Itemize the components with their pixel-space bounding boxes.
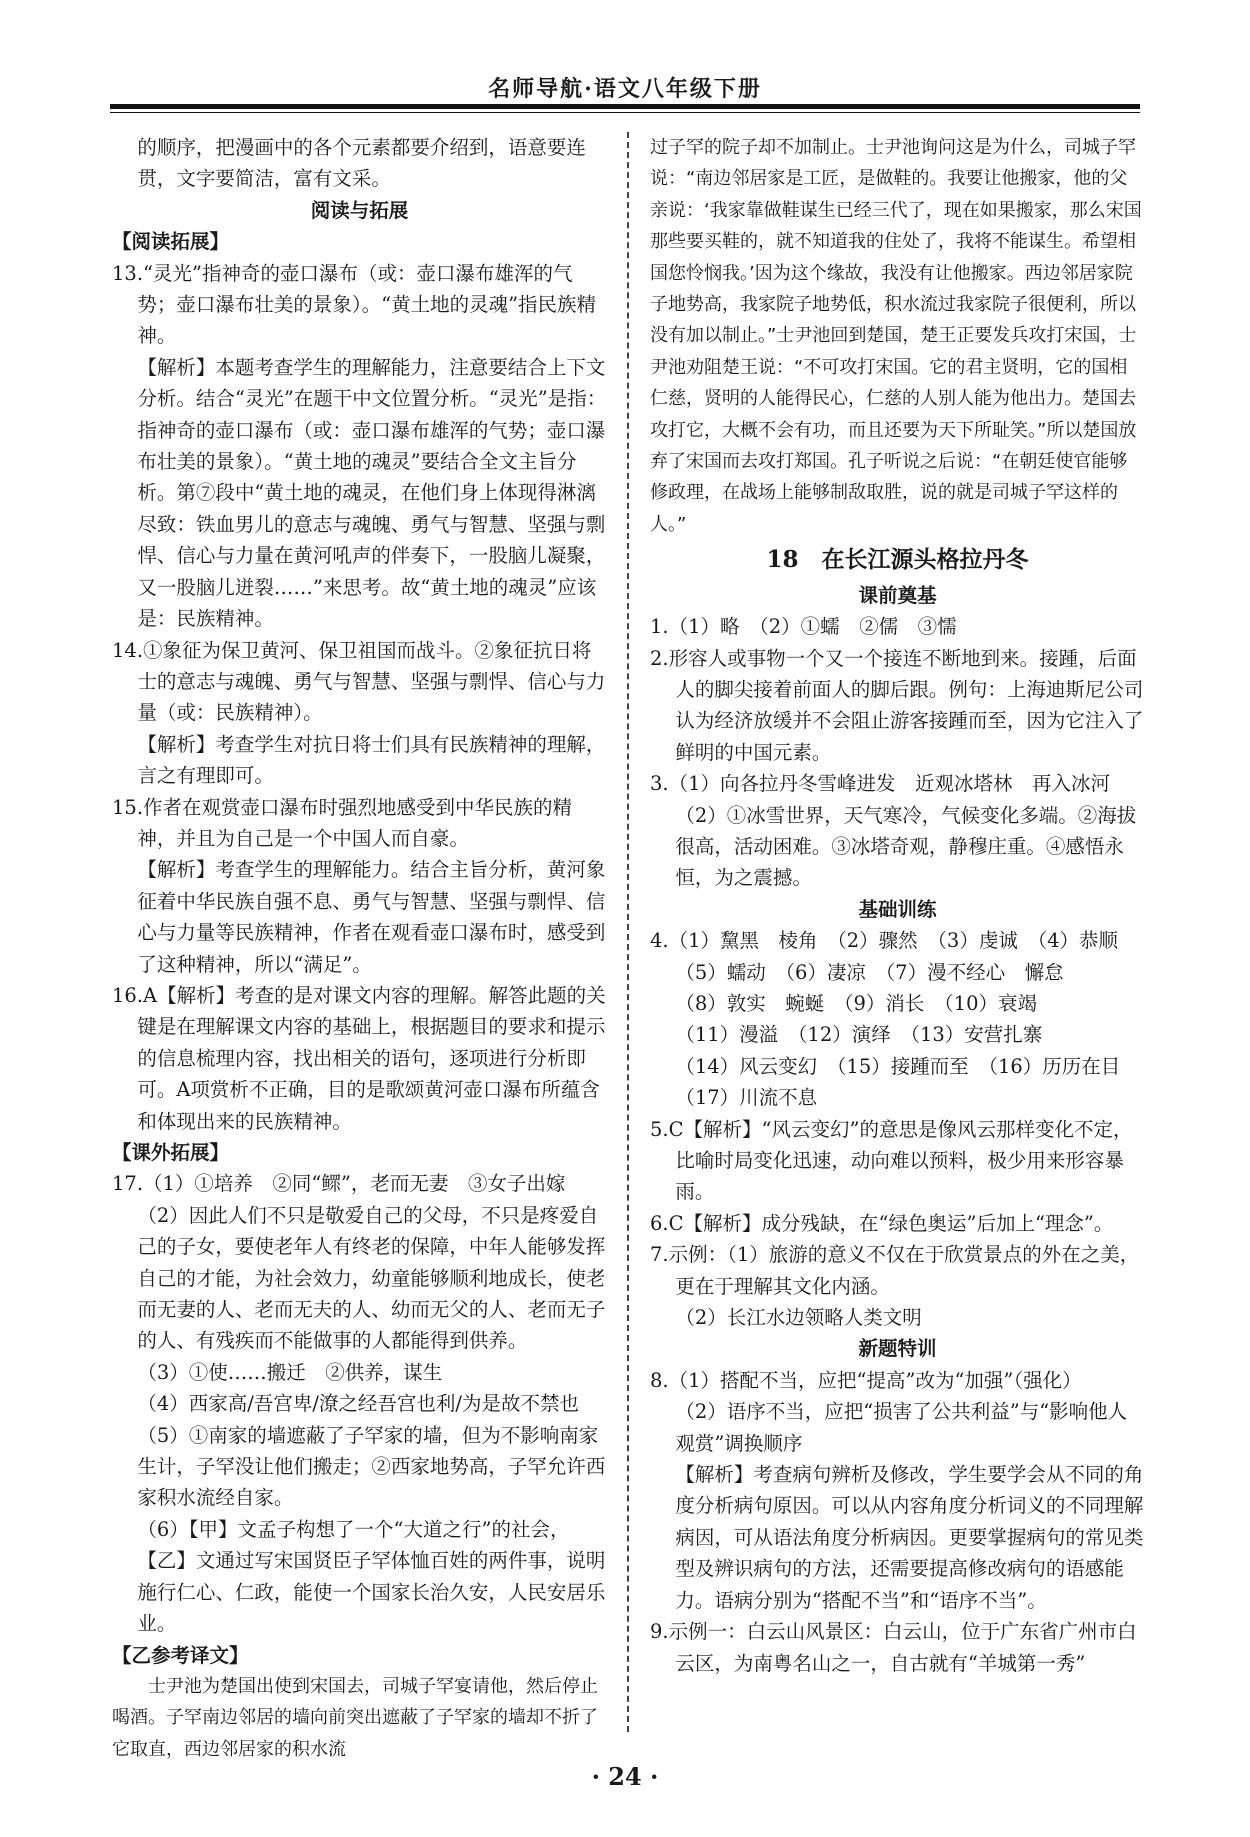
right-paragraph: （11）漫溢 （12）演绎 （13）安营扎寨	[675, 1023, 1043, 1047]
left-paragraph: 的顺序，把漫画中的各个元素都要介绍到，语意要连贯，文字要简洁，富有文采。	[137, 136, 586, 191]
left-paragraph: （3）①使……搬迁 ②供养，谋生	[137, 1360, 443, 1384]
left-paragraph: （4）西家高/吾宫卑/潦之经吾宫也利/为是故不禁也	[137, 1392, 579, 1416]
column-divider	[627, 132, 629, 1732]
right-column	[650, 132, 1145, 1679]
page-number: · 24 ·	[591, 1762, 659, 1791]
running-header: 名师导航·语文八年级下册	[488, 76, 762, 102]
right-paragraph: （8）敦实 蜿蜒 （9）消长 （10）衰竭	[675, 991, 1037, 1015]
left-paragraph: 【阅读拓展】	[112, 230, 230, 254]
left-paragraph: 【解析】考查学生对抗日将士们具有民族精神的理解，言之有理即可。	[137, 732, 606, 788]
left-paragraph: 【解析】考查学生的理解能力。结合主旨分析，黄河象征着中华民族自强不息、勇气与智慧、坚强与剽悍、信心与力量等民族精神，作者在观看壶口瀑布时，感受到了这种精神，所以“满足”。	[137, 858, 606, 976]
header-rule-thin	[110, 112, 1140, 113]
right-paragraph: 课前奠基	[858, 583, 937, 607]
right-paragraph: 基础训练	[858, 897, 937, 921]
right-paragraph: （5）蠕动 （6）凄凉 （7）漫不经心 懈怠	[675, 960, 1064, 984]
right-paragraph: 5.C【解析】“风云变幻”的意思是像风云那样变化不定，比喻时局变化迅速，动向难以预料，极少用来形容暴雨。	[650, 1117, 1133, 1204]
right-paragraph: 8.（1）搭配不当，应把“提高”改为“加强”（强化）	[650, 1368, 1082, 1392]
right-paragraph: 过子罕的院子却不加制止。士尹池询问这是为什么，司城子罕说：“南边邻居家是工匠，是做鞋的。我要让他搬家，他的父亲说：‘我家靠做鞋谋生已经三代了，现在如果搬家，那么宋国那些要买鞋的，就不知道我的住处了，我将不能谋生。希望相国您怜悯我。’因为这个缘故，我没有让他搬家。西边邻居家院子地势高，我家院子地势低，积水流过我家院子很便利，所以没有加以制止。”士尹池回到楚国，楚王正要发兵攻打宋国，士尹池劝阻楚王说：“不可攻打宋国。它的君主贤明，它的国相仁慈，贤明的人能得民心，仁慈的人别人能为他出力。楚国去攻打它，大概不会有功，而且还要为天下所耻笑。”所以楚国放弃了宋国而去攻打郑国。孔子听说之后说：“在朝廷使官能够修政理，在战场上能够制敌取胜，说的就是司城子罕这样的人。”	[650, 137, 1142, 535]
right-paragraph: 9.示例一：白云山风景区：白云山，位于广东省广州市白云区，为南粤名山之一，自古就有“羊城第一秀”	[650, 1620, 1137, 1675]
right-paragraph: 18 在长江源头格拉丹冬	[766, 546, 1029, 574]
right-paragraph: 3.（1）向各拉丹冬雪峰进发 近观冰塔林 再入冰河	[650, 772, 1111, 796]
right-paragraph: 2.形容人或事物一个又一个接连不断地到来。接踵，后面人的脚尖接着前面人的脚后跟。例句：上海迪斯尼公司认为经济放缓并不会阻止游客接踵而至，因为它注入了鲜明的中国元素。	[650, 646, 1144, 764]
right-paragraph: （2）长江水边领略人类文明	[675, 1306, 922, 1330]
header-rule-thick	[110, 104, 1140, 109]
left-paragraph: 14.①象征为保卫黄河、保卫祖国而战斗。②象征抗日将士的意志与魂魄、勇气与智慧、坚强与剽悍、信心与力量（或：民族精神）。	[112, 638, 606, 725]
left-paragraph: （5）①南家的墙遮蔽了子罕家的墙，但为不影响南家生计，子罕没让他们搬走；②西家地势高，子罕允许西家积水流经自家。	[137, 1423, 606, 1510]
left-paragraph: 16.A【解析】考查的是对课文内容的理解。解答此题的关键是在理解课文内容的基础上，根据题目的要求和提示的信息梳理内容，找出相关的语句，逐项进行分析即可。A项赏析不正确，目的是歌颂黄河壶口瀑布所蕴含和体现出来的民族精神。	[112, 983, 606, 1133]
right-paragraph: （17）川流不息	[675, 1086, 818, 1110]
left-paragraph: 13.“灵光”指神奇的壶口瀑布（或：壶口瀑布雄浑的气势；壶口瀑布壮美的景象）。“黄土地的灵魂”指民族精神。	[112, 261, 597, 348]
right-paragraph: （2）①冰雪世界，天气寒冷，气候变化多端。②海拔很高，活动困难。③冰塔奇观，静穆庄重。④感悟永恒，为之震撼。	[675, 803, 1137, 890]
left-paragraph: 17.（1）①培养 ②同“鳏”，老而无妻 ③女子出嫁	[112, 1172, 566, 1196]
left-paragraph: （6）【甲】文孟子构想了一个“大道之行”的社会，【乙】文通过写宋国贤臣子罕体恤百姓的两件事，说明施行仁心、仁政，能使一个国家长治久安，人民安居乐业。	[137, 1517, 606, 1636]
left-column	[112, 132, 607, 1765]
right-paragraph: 1.（1）略 （2）①蠕 ②儒 ③懦	[650, 615, 957, 639]
left-paragraph: 士尹池为楚国出使到宋国去，司城子罕宴请他，然后停止喝酒。子罕南边邻居的墙向前突出遮蔽了子罕家的墙却不折了它取直，西边邻居家的积水流	[112, 1675, 598, 1760]
right-paragraph: 【解析】考查病句辨析及修改，学生要学会从不同的角度分析病句原因。可以从内容角度分析词义的不同理解病因，可从语法角度分析病因。更要掌握病句的常见类型及辨识病句的方法，还需要提高修改病句的语感能力。语病分别为“搭配不当”和“语序不当”。	[675, 1463, 1144, 1612]
left-paragraph: 【课外拓展】	[112, 1141, 230, 1164]
left-paragraph: 阅读与拓展	[310, 198, 409, 222]
right-paragraph: （2）语序不当，应把“损害了公共利益”与“影响他人观赏”调换顺序	[675, 1400, 1128, 1455]
left-paragraph: （2）因此人们不只是敬爱自己的父母，不只是疼爱自己的子女，要使老年人有终老的保障，中年人能够发挥自己的才能，为社会效力，幼童能够顺利地成长，使老而无妻的人、老而无夫的人、幼而无父的人、老而无子的人、有残疾而不能做事的人都能得到供养。	[137, 1203, 606, 1353]
left-paragraph: 【乙参考译文】	[112, 1643, 249, 1667]
right-paragraph: 新题特训	[858, 1337, 937, 1361]
right-paragraph: （14）风云变幻 （15）接踵而至 （16）历历在目	[675, 1054, 1121, 1078]
right-paragraph: 4.（1）黧黑 棱角 （2）骤然 （3）虔诚 （4）恭顺	[650, 929, 1118, 953]
right-paragraph: 7.示例：（1）旅游的意义不仅在于欣赏景点的外在之美，更在于理解其文化内涵。	[650, 1243, 1140, 1298]
left-paragraph: 15.作者在观赏壶口瀑布时强烈地感受到中华民族的精神，并且为自己是一个中国人而自豪。	[112, 795, 573, 850]
left-paragraph: 【解析】本题考查学生的理解能力，注意要结合上下文分析。结合“灵光”在题干中文位置分析。“灵光”是指：指神奇的壶口瀑布（或：壶口瀑布雄浑的气势；壶口瀑布壮美的景象）。“黄土地的魂灵”要结合全文主旨分析。第⑦段中“黄土地的魂灵，在他们身上体现得淋漓尽致：铁血男儿的意志与魂魄、勇气与智慧、坚强与剽悍、信心与力量在黄河吼声的伴奏下，一股脑儿凝聚，又一股脑儿迸裂……”来思考。故“黄土地的魂灵”应该是：民族精神。	[137, 355, 607, 631]
right-paragraph: 6.C【解析】成分残缺，在“绿色奥运”后加上“理念”。	[650, 1211, 1114, 1235]
